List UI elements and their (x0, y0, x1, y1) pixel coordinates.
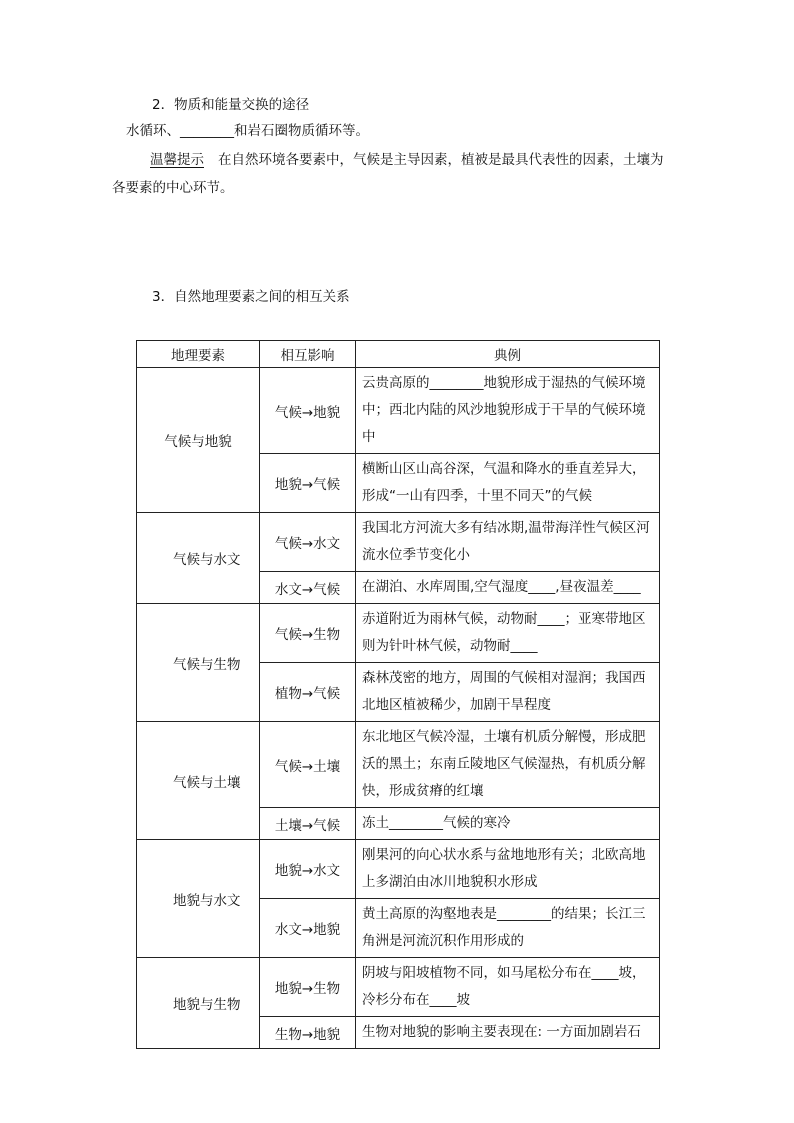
example-cell: 在湖泊、水库周围,空气湿度____,昼夜温差____ (356, 572, 660, 604)
direction-cell: 土壤→气候 (260, 808, 356, 840)
example-cell: 森林茂密的地方，周围的气候相对湿润；我国西北地区植被稀少，加剧干旱程度 (356, 663, 660, 722)
example-cell: 冻土________气候的寒冷 (356, 808, 660, 840)
table-header-row (137, 341, 660, 368)
direction-cell: 气候→水文 (260, 513, 356, 572)
direction-cell: 地貌→气候 (260, 454, 356, 513)
example-cell: 阴坡与阳坡植物不同，如马尾松分布在____坡，冷杉分布在____坡 (356, 958, 660, 1017)
direction-cell: 气候→地貌 (260, 368, 356, 454)
pair-cell: 气候与生物 (137, 604, 260, 722)
example-cell: 刚果河的向心状水系与盆地地形有关；北欧高地上多湖泊由冰川地貌积水形成 (356, 840, 660, 899)
example-cell: 赤道附近为雨林气候，动物耐____；亚寒带地区则为针叶林气候，动物耐____ (356, 604, 660, 663)
example-cell: 黄土高原的沟壑地表是________的结果；长江三角洲是河流沉积作用形成的 (356, 899, 660, 958)
example-cell: 东北地区气候冷湿，土壤有机质分解慢，形成肥沃的黑土；东南丘陵地区气候湿热，有机质分解快，形成贫瘠的红壤 (356, 722, 660, 808)
direction-cell: 气候→生物 (260, 604, 356, 663)
pair-cell: 气候与地貌 (137, 368, 260, 513)
direction-cell: 水文→地貌 (260, 899, 356, 958)
direction-cell: 气候→土壤 (260, 722, 356, 808)
direction-cell: 地貌→水文 (260, 840, 356, 899)
header-influence: 相互影响 (260, 341, 356, 368)
pair-cell: 气候与土壤 (137, 722, 260, 840)
tip-line1: 在自然环境各要素中，气候是主导因素，植被是最具代表性的因素，土壤为 (218, 152, 664, 168)
section3-heading: 3．自然地理要素之间的相互关系 (152, 289, 350, 305)
table-row (137, 604, 660, 663)
direction-cell: 生物→地貌 (260, 1017, 356, 1049)
tip-line2: 各要素的中心环节。 (112, 180, 234, 196)
header-example: 典例 (356, 341, 660, 368)
section2-text: 水循环、________和岩石圈物质循环等。 (126, 123, 369, 139)
tip-paragraph (150, 150, 664, 170)
example-cell: 我国北方河流大多有结冰期,温带海洋性气候区河流水位季节变化小 (356, 513, 660, 572)
pair-cell: 气候与水文 (137, 513, 260, 604)
table-row (137, 958, 660, 1017)
table-row (137, 840, 660, 899)
pair-cell: 地貌与水文 (137, 840, 260, 958)
direction-cell: 水文→气候 (260, 572, 356, 604)
header-element: 地理要素 (137, 341, 260, 368)
pair-cell: 地貌与生物 (137, 958, 260, 1049)
example-cell: 生物对地貌的影响主要表现在: 一方面加剧岩石 (356, 1017, 660, 1049)
table-row (137, 513, 660, 572)
table-row (137, 722, 660, 808)
direction-cell: 植物→气候 (260, 663, 356, 722)
relations-table (136, 340, 660, 1049)
example-cell: 云贵高原的________地貌形成于湿热的气候环境中；西北内陆的风沙地貌形成于干旱的气候环境中 (356, 368, 660, 454)
direction-cell: 地貌→生物 (260, 958, 356, 1017)
example-cell: 横断山区山高谷深，气温和降水的垂直差异大，形成“一山有四季，十里不同天”的气候 (356, 454, 660, 513)
section2-heading: 2．物质和能量交换的途径 (152, 97, 310, 113)
table-row (137, 368, 660, 454)
tip-label: 温馨提示 (150, 152, 204, 168)
